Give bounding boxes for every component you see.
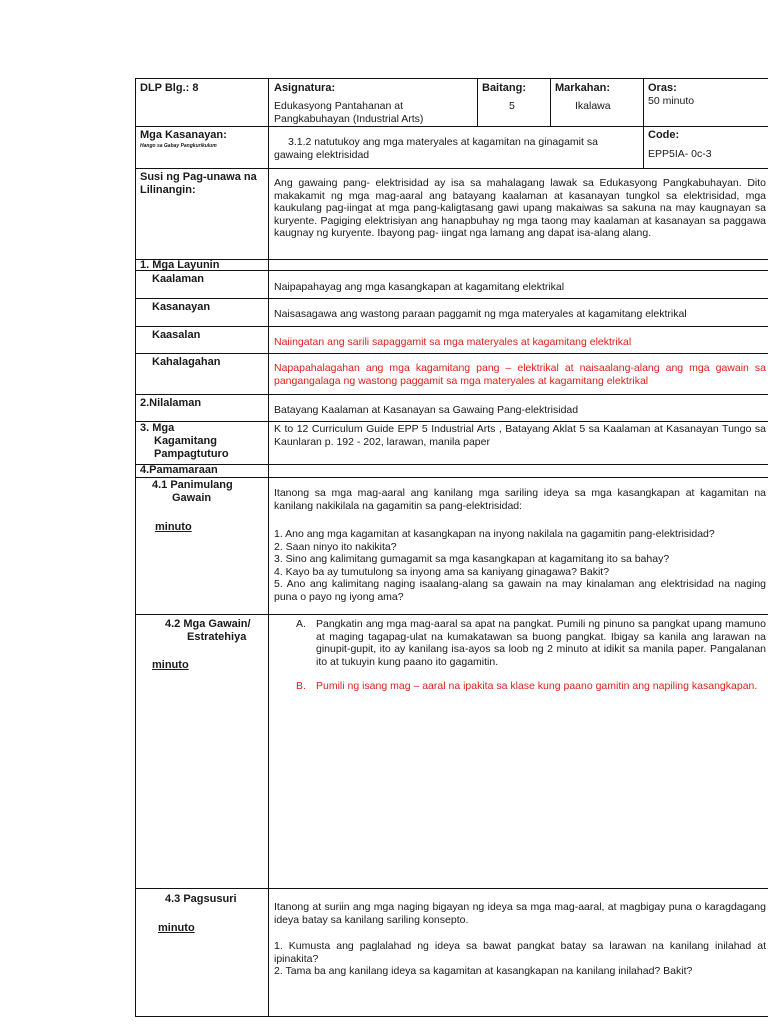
kasanayan-sublabel: Hango sa Gabay Pangkurikulum [140,143,217,149]
kagamitan-value: K to 12 Curriculum Guide EPP 5 Industrial Arts , Batayang Aklat 5 sa Kaalaman at Kasanayan Tungo sa Kaunlaran p. 192 - 202, larawan, manila paper [274,423,766,448]
oras-value: 50 minuto [648,95,695,107]
gawain-list [264,618,766,693]
list-item: 4. Kayo ba ay tumutulong sa inyong ama sa kaniyang ginagawa? Bakit? [274,565,610,578]
gawain-minuto: minuto [152,659,189,671]
pagsusuri-label: 4.3 Pagsusuri [165,893,237,905]
markahan-label: Markahan: [555,82,611,94]
kaalaman-value: Naipapahayag ang mga kasangkapan at kagamitang elektrikal [274,281,565,293]
kasanayan-obj-label: Kasanayan [152,301,211,313]
pamamaraan-heading: 4.Pamamaraan [140,464,218,476]
kasanayan-label: Mga Kasanayan: [140,129,227,141]
kagamitan-label: 3. Mga Kagamitang Pampagtuturo [140,422,229,460]
asignatura-value: Edukasyong Pantahanan at Pangkabuhayan (Industrial Arts) [274,100,424,125]
nilalaman-label: 2.Nilalaman [140,397,202,409]
pagsusuri-intro: Itanong at suriin ang mga naging bigayan ng ideya sa mga mag-aaral, at magbigay puna o karagdagang ideya batay sa kanilang sariling konsepto. [274,901,766,926]
kaasalan-label: Kaasalan [152,329,201,341]
panimulang-minuto: minuto [155,521,192,533]
code-label: Code: [648,129,680,141]
kaalaman-label: Kaalaman [152,273,204,285]
pagsusuri-minuto: minuto [158,922,195,934]
panimulang-questions [274,528,766,604]
list-item: 1. Ano ang mga kagamitan at kasangkapan na inyong nakilala na gagamitin pang-elektrisidad? [274,528,715,540]
dlp-number: DLP Blg.: 8 [140,82,199,94]
asignatura-label: Asignatura: [274,82,336,94]
list-item: 2. Tama ba ang kanilang ideya sa kagamitan at kasangkapan na kanilang inilahad? Bakit? [274,965,693,978]
list-item: A. Pangkatin ang mga mag-aaral sa apat na pangkat. Pumili ng pinuno sa pangkat upang mamuno at maging tagapag-ulat na kumakatawan sa buong pangkat. Ibigay sa kanila ang larawan na ginupit-gupit, ito ay kanilang isa-ayos sa loob ng 2 minuto at idikit sa manila paper. Pangalanan ito at tukuyin kung paano ito gagamitin. [296,618,766,668]
panimulang-intro: Itanong sa mga mag-aaral ang kanilang mga sariling ideya sa mga kasangkapan at kagamitan na kanilang nakikilala na gagamitin sa pang-elektrisidad: [274,487,766,512]
list-item: B. Pumili ng isang mag – aaral na ipakita sa klase kung paano gamitin ang napiling kasangkapan. [296,680,758,693]
list-item: 1. Kumusta ang paglalahad ng ideya sa bawat pangkat batay sa larawan na kanilang inilahad at ipinakita? [274,940,766,965]
oras-label: Oras: [648,82,677,94]
kaasalan-value: Naiingatan ang sarili sapaggamit sa mga materyales at kagamitang elektrikal [274,336,632,348]
susi-text: Ang gawaing pang- elektrisidad ay isa sa mahalagang lawak sa Edukasyong Pangkabuhayan. Dito makakamit ng mga mag-aaral ang batayang kaalaman at kasanayan tungkol sa elektrisidad, mga kaukulang pag-iingat at mga pang-kaligtasang gawi upang makaiwas sa sakuna na may kaugnayan sa kuryente. Pagiging elektrisiyan ang hanapbuhay ng mga taong may kaalaman at kasanayan sa paggawa kaugnay ng kuryente. Ibayong pag- iingat nga lamang ang dapat isa-alang alang. [274,177,766,240]
nilalaman-value: Batayang Kaalaman at Kasanayan sa Gawaing Pang-elektrisidad [274,404,579,416]
kahalagahan-label: Kahalagahan [152,356,221,368]
susi-label: Susi ng Pag-unawa na Lilinangin: [140,171,257,196]
panimulang-gawain-label: 4.1 Panimulang Gawain [152,479,233,504]
layunin-heading: 1. Mga Layunin [140,259,220,271]
markahan-value: Ikalawa [575,100,611,112]
baitang-label: Baitang: [482,82,526,94]
gawain-estratehiya-label: 4.2 Mga Gawain/ Estratehiya [165,618,251,643]
list-item: 3. Sino ang kalimitang gumagamit sa mga kasangkapan at kagamitang ito sa bahay? [274,553,670,566]
baitang-value: 5 [509,100,515,112]
kahalagahan-value: Napapahalagahan ang mga kagamitang pang – elektrikal at naisaalang-alang ang mga gawain sa pangangalaga ng wastong paggamit sa mga materyales at kagamitang elektrikal [274,362,766,387]
kasanayan-obj-value: Naisasagawa ang wastong paraan paggamit ng mga materyales at kagamitang elektrikal [274,308,687,320]
pagsusuri-questions [274,940,766,978]
kasanayan-value: 3.1.2 natutukoy ang mga materyales at kagamitan na ginagamit sa gawaing elektrisidad [274,136,598,161]
list-item: 2. Saan ninyo ito nakikita? [274,540,397,553]
list-item: 5. Ano ang kalimitang naging isaalang-alang sa gawain na may kinalaman ang elektrisidad na naging puna o payo ng iyong ama? [274,578,766,603]
code-value: EPP5IA- 0c-3 [648,148,712,160]
